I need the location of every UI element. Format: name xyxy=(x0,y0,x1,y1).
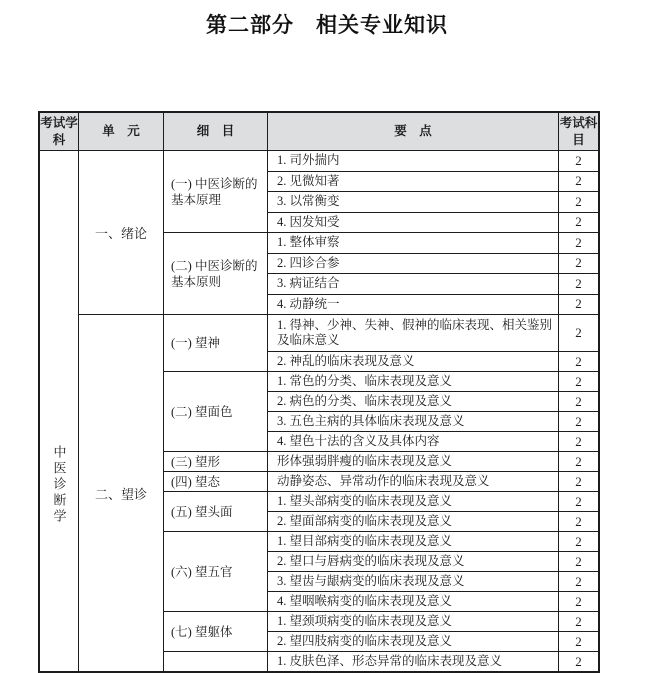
exam-number-cell: 2 xyxy=(575,413,582,429)
unit-cell: 二、望诊 xyxy=(79,315,164,671)
point-text: 4. 望色十法的含义及具体内容 xyxy=(268,432,559,451)
points-column xyxy=(268,372,598,451)
points-column xyxy=(268,492,598,531)
point-row xyxy=(268,411,598,431)
exam-number-cell: 2 xyxy=(575,633,582,649)
point-row xyxy=(268,431,598,451)
points-column xyxy=(268,233,598,314)
point-text: 2. 病色的分类、临床表现及意义 xyxy=(268,392,559,411)
point-row xyxy=(268,612,598,631)
subsections xyxy=(164,151,598,314)
subsections xyxy=(164,315,598,671)
exam-number-cell: 2 xyxy=(575,373,582,389)
point-row xyxy=(268,652,598,671)
point-text: 2. 四诊合参 xyxy=(268,254,559,274)
point-text: 3. 五色主病的具体临床表现及意义 xyxy=(268,412,559,431)
header-exam-number: 考试科目 xyxy=(559,116,598,147)
exam-number-cell: 2 xyxy=(575,234,582,250)
exam-number-cell: 2 xyxy=(575,473,582,489)
point-row xyxy=(268,212,598,233)
syllabus-table xyxy=(38,111,600,673)
exam-number-cell: 2 xyxy=(575,193,582,209)
point-row xyxy=(268,171,598,192)
point-text: 3. 望齿与龈病变的临床表现及意义 xyxy=(268,572,559,591)
exam-number-cell: 2 xyxy=(575,393,582,409)
exam-number-cell: 2 xyxy=(575,275,582,291)
points-column xyxy=(268,612,598,651)
point-text: 形体强弱胖瘦的临床表现及意义 xyxy=(268,452,559,471)
point-text: 2. 望面部病变的临床表现及意义 xyxy=(268,512,559,531)
subsection-row xyxy=(164,451,598,471)
point-row xyxy=(268,532,598,551)
unit-section xyxy=(79,151,598,314)
exam-number-cell: 2 xyxy=(575,493,582,509)
table-body xyxy=(40,151,598,671)
item-cell: (六) 望五官 xyxy=(164,532,268,611)
point-text: 2. 望四肢病变的临床表现及意义 xyxy=(268,632,559,651)
exam-number-cell: 2 xyxy=(575,214,582,230)
item-cell: (二) 中医诊断的基本原则 xyxy=(164,233,268,314)
point-row xyxy=(268,591,598,611)
point-row xyxy=(268,294,598,315)
exam-number-cell: 2 xyxy=(575,325,582,340)
subject-column xyxy=(40,151,79,671)
subsection-row xyxy=(164,611,598,651)
points-column xyxy=(268,151,598,232)
point-row xyxy=(268,372,598,391)
point-row xyxy=(268,233,598,253)
point-text: 1. 望颈项病变的临床表现及意义 xyxy=(268,612,559,631)
subsection-row xyxy=(164,315,598,371)
point-text: 1. 得神、少神、失神、假神的临床表现、相关鉴别及临床意义 xyxy=(268,315,559,351)
subsection-row xyxy=(164,471,598,491)
subsection-row xyxy=(164,491,598,531)
point-text: 4. 因发知受 xyxy=(268,213,559,233)
point-row xyxy=(268,315,598,351)
exam-number-cell: 2 xyxy=(575,533,582,549)
point-text: 1. 常色的分类、临床表现及意义 xyxy=(268,372,559,391)
point-row xyxy=(268,571,598,591)
exam-number-cell: 2 xyxy=(575,653,582,669)
table-header-row xyxy=(40,113,598,151)
subsection-row xyxy=(164,151,598,232)
points-column xyxy=(268,472,598,491)
point-text: 3. 病证结合 xyxy=(268,274,559,294)
exam-number-cell: 2 xyxy=(575,433,582,449)
sections-container xyxy=(79,151,598,671)
item-cell: (四) 望态 xyxy=(164,472,268,491)
point-text: 1. 整体审察 xyxy=(268,233,559,253)
point-text: 动静姿态、异常动作的临床表现及意义 xyxy=(268,472,559,491)
point-row xyxy=(268,273,598,294)
point-text: 1. 皮肤色泽、形态异常的临床表现及意义 xyxy=(268,652,559,671)
subsection-row xyxy=(164,371,598,451)
point-text: 4. 望咽喉病变的临床表现及意义 xyxy=(268,592,559,611)
point-text: 3. 以常衡变 xyxy=(268,192,559,212)
point-text: 2. 神乱的临床表现及意义 xyxy=(268,352,559,371)
exam-number-cell: 2 xyxy=(575,513,582,529)
exam-number-cell: 2 xyxy=(575,453,582,469)
point-row xyxy=(268,631,598,651)
point-row xyxy=(268,191,598,212)
point-row xyxy=(268,472,598,491)
point-row xyxy=(268,452,598,471)
point-text: 2. 望口与唇病变的临床表现及意义 xyxy=(268,552,559,571)
point-row xyxy=(268,391,598,411)
points-column xyxy=(268,652,598,671)
header-unit: 单 元 xyxy=(79,113,164,150)
point-text: 1. 司外揣内 xyxy=(268,151,559,171)
exam-number-cell: 2 xyxy=(575,255,582,271)
point-row xyxy=(268,151,598,171)
point-row xyxy=(268,511,598,531)
exam-number-cell: 2 xyxy=(575,613,582,629)
exam-number-cell: 2 xyxy=(575,353,582,369)
unit-cell: 一、绪论 xyxy=(79,151,164,314)
exam-number-cell: 2 xyxy=(575,593,582,609)
page-title: 第二部分 相关专业知识 xyxy=(206,14,448,37)
point-row xyxy=(268,253,598,274)
header-key-points: 要 点 xyxy=(268,113,559,150)
points-column xyxy=(268,315,598,371)
header-exam-subject: 考试学科 xyxy=(40,113,79,150)
exam-number-cell: 2 xyxy=(575,152,582,168)
item-cell: (三) 望形 xyxy=(164,452,268,471)
subsection-row xyxy=(164,651,598,671)
subsection-row xyxy=(164,232,598,314)
points-column xyxy=(268,532,598,611)
item-cell: (五) 望头面 xyxy=(164,492,268,531)
point-text: 1. 望目部病变的临床表现及意义 xyxy=(268,532,559,551)
item-cell xyxy=(164,652,268,671)
point-row xyxy=(268,551,598,571)
exam-number-cell: 2 xyxy=(575,173,582,189)
subject-label: 中医诊断学 xyxy=(51,445,67,525)
point-text: 2. 见微知著 xyxy=(268,172,559,192)
exam-number-cell: 2 xyxy=(575,296,582,312)
points-column xyxy=(268,452,598,471)
exam-number-cell: 2 xyxy=(575,573,582,589)
unit-section xyxy=(79,314,598,671)
point-text: 4. 动静统一 xyxy=(268,295,559,315)
point-text: 1. 望头部病变的临床表现及意义 xyxy=(268,492,559,511)
item-cell: (七) 望躯体 xyxy=(164,612,268,651)
exam-number-cell: 2 xyxy=(575,553,582,569)
item-cell: (一) 中医诊断的基本原理 xyxy=(164,151,268,232)
header-item: 细 目 xyxy=(164,113,268,150)
item-cell: (二) 望面色 xyxy=(164,372,268,451)
subsection-row xyxy=(164,531,598,611)
point-row xyxy=(268,492,598,511)
point-row xyxy=(268,351,598,371)
item-cell: (一) 望神 xyxy=(164,315,268,371)
